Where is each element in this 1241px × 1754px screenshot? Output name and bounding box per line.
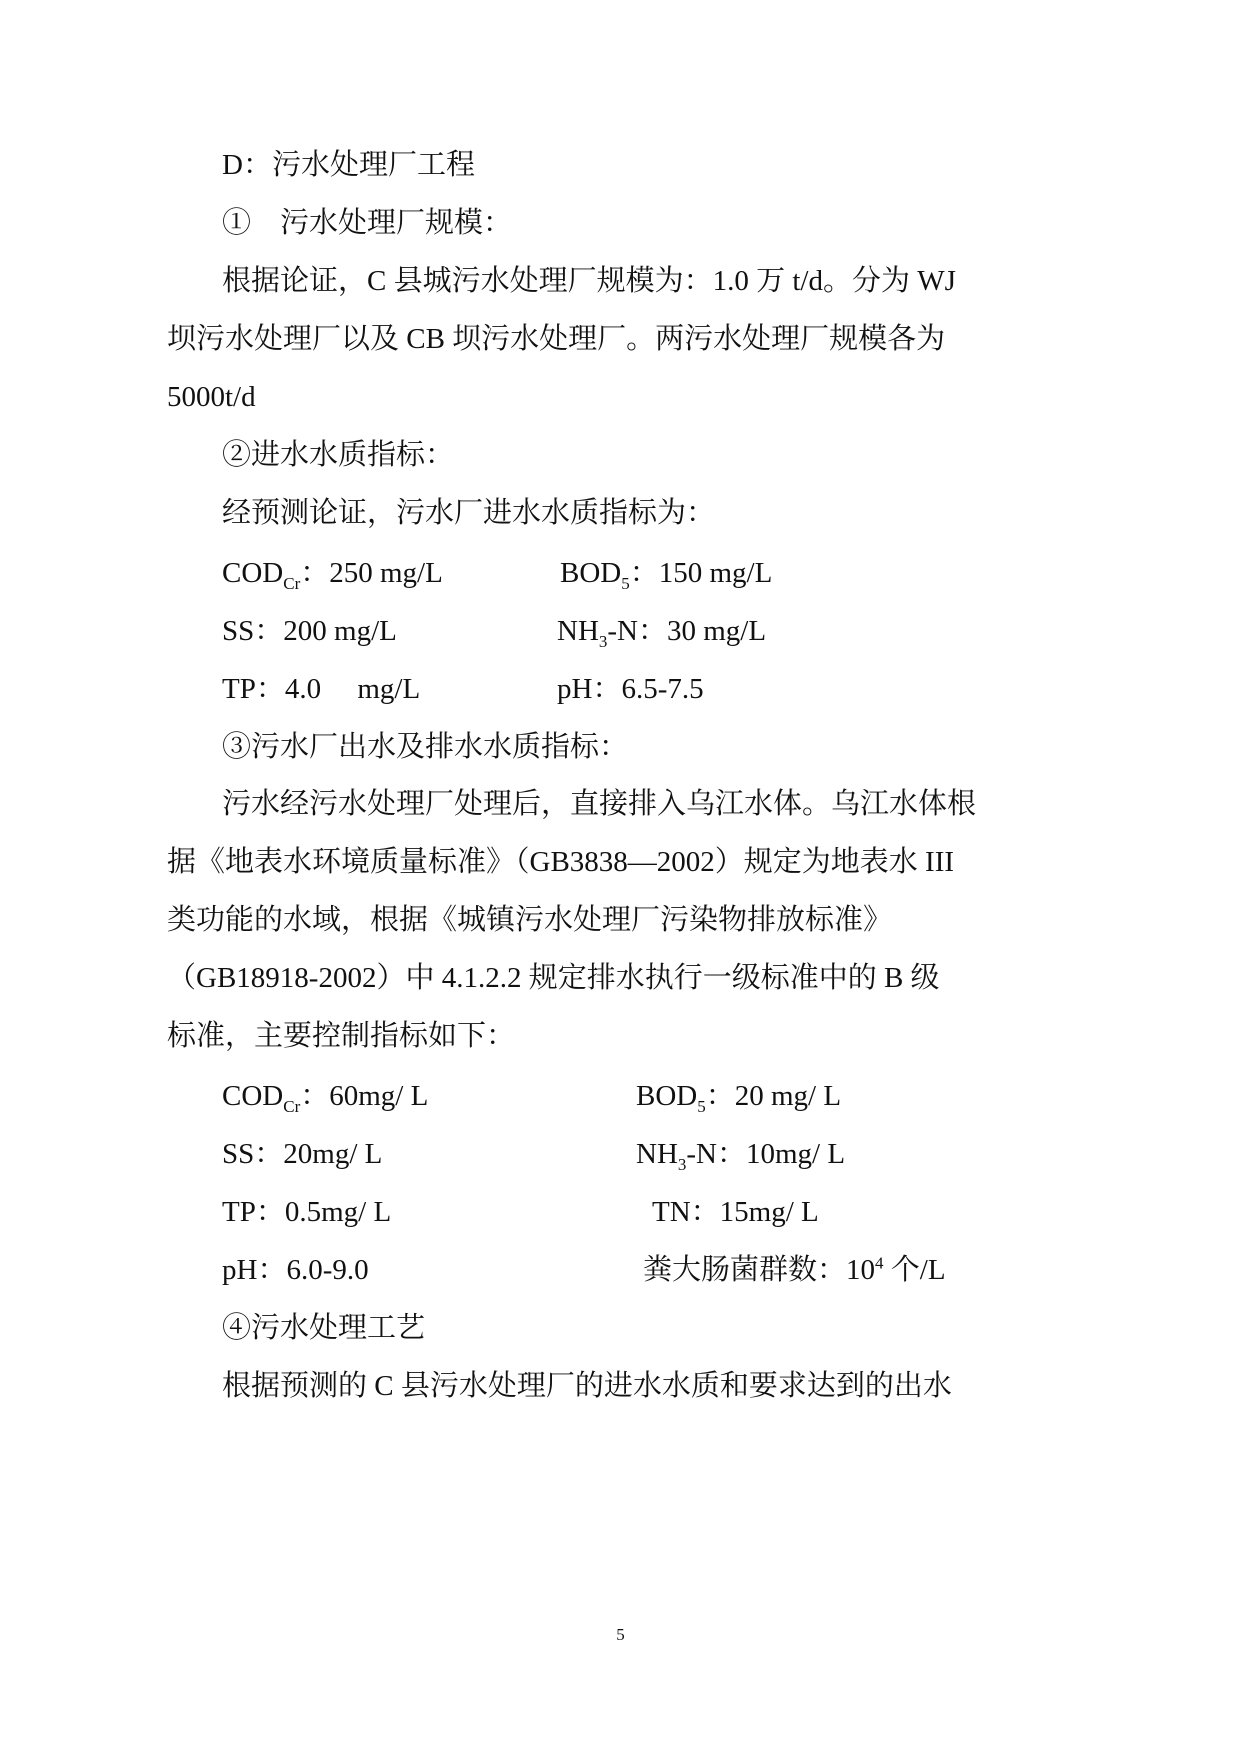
section-3-title: ③污水厂出水及排水水质指标： [222, 731, 629, 763]
paragraph-line: 类功能的水域，根据《城镇污水处理厂污染物排放标准》 [167, 904, 893, 936]
effluent-bod: $BOD_5$：20 mg/ L [636, 1080, 842, 1116]
effluent-nh3n: $NH_3-N$：10mg/ L [636, 1138, 846, 1174]
effluent-tp: TP：0.5mg/ L [222, 1196, 392, 1228]
section-heading: D：污水处理厂工程 [222, 149, 475, 181]
influent-nh3n: $NH_3-N$：30 mg/L [557, 615, 767, 651]
influent-ph: pH：6.5-7.5 [557, 673, 704, 705]
page-number: 5 [616, 1625, 625, 1644]
paragraph-line: （GB18918-2002）中 4.1.2.2 规定排水执行一级标准中的 B 级 [167, 962, 940, 994]
influent-tp: TP：4.0 mg/L [222, 673, 421, 705]
paragraph-line: 标准，主要控制指标如下： [167, 1020, 516, 1052]
section-1-title: ① 污水处理厂规模： [222, 207, 513, 239]
paragraph-line: 根据预测的 C 县污水处理厂的进水水质和要求达到的出水 [222, 1370, 952, 1402]
effluent-ph: pH：6.0-9.0 [222, 1254, 369, 1286]
paragraph-line: 5000t/d [167, 381, 256, 413]
paragraph-line: 污水经污水处理厂处理后，直接排入乌江水体。乌江水体根 [222, 788, 977, 820]
effluent-tn: TN：15mg/ L [652, 1196, 819, 1228]
paragraph-line: 经预测论证，污水厂进水水质指标为： [222, 497, 716, 529]
section-4-title: ④污水处理工艺 [222, 1312, 426, 1344]
influent-ss: SS：200 mg/L [222, 615, 397, 647]
influent-cod: $COD_{Cr}$：250 mg/L [222, 557, 443, 593]
effluent-fecal-coliform: 粪大肠菌群数：$10^4$ 个/L [643, 1253, 946, 1286]
effluent-ss: SS：20mg/ L [222, 1138, 383, 1170]
section-2-title: ②进水水质指标： [222, 439, 455, 471]
effluent-cod: $COD_{Cr}$：60mg/ L [222, 1080, 429, 1116]
paragraph-line: 根据论证，C 县城污水处理厂规模为：1.0 万 t/d。分为 WJ [222, 265, 956, 297]
influent-bod: $BOD_5$：150 mg/L [560, 557, 773, 593]
paragraph-line: 坝污水处理厂以及 CB 坝污水处理厂。两污水处理厂规模各为 [167, 323, 946, 355]
paragraph-line: 据《地表水环境质量标准》（GB3838—2002）规定为地表水 III [167, 846, 955, 878]
